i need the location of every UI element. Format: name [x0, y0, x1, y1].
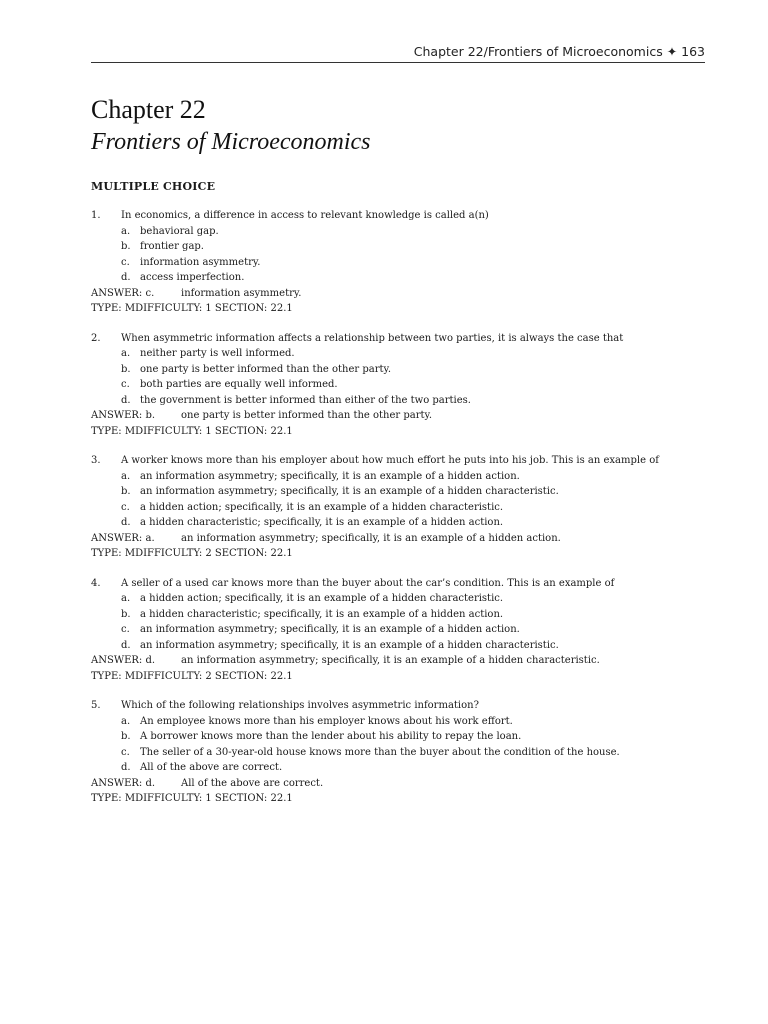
option-d — [121, 760, 711, 776]
option-b — [121, 362, 711, 378]
answer-line — [91, 286, 711, 302]
answer-label: ANSWER: b. — [91, 410, 156, 421]
option-a — [121, 714, 711, 730]
option-letter: b. — [121, 363, 131, 375]
option-c — [121, 377, 711, 393]
question-2 — [91, 331, 711, 440]
option-d — [121, 638, 711, 654]
option-list — [121, 714, 711, 776]
answer-label: ANSWER: d. — [91, 655, 156, 666]
option-a — [121, 224, 711, 240]
option-text: information asymmetry. — [140, 256, 261, 268]
option-letter: a. — [121, 715, 131, 727]
type-line: TYPE: MDIFFICULTY: 1 SECTION: 22.1 — [91, 425, 293, 437]
option-text: a hidden action; specifically, it is an example of a hidden characteristic. — [140, 593, 504, 604]
option-letter: a. — [121, 470, 131, 482]
option-letter: d. — [121, 639, 131, 651]
option-letter: a. — [121, 593, 131, 604]
option-letter: c. — [121, 379, 130, 390]
option-list — [121, 346, 711, 408]
option-letter: c. — [121, 256, 130, 268]
option-text: an information asymmetry; specifically, it is an example of a hidden characteristic. — [140, 639, 559, 651]
option-text: both parties are equally well informed. — [140, 379, 338, 390]
option-text: an information asymmetry; specifically, it is an example of a hidden action. — [140, 624, 520, 635]
question-number: 3. — [91, 455, 101, 466]
question-number: 5. — [91, 700, 101, 711]
option-text: behavioral gap. — [140, 225, 219, 237]
option-d — [121, 270, 711, 286]
chapter-number: Chapter 22 — [91, 95, 206, 124]
answer-text: an information asymmetry; specifically, it is an example of a hidden action. — [181, 532, 561, 544]
option-text: access imperfection. — [140, 272, 245, 283]
option-text: A borrower knows more than the lender about his ability to repay the loan. — [140, 731, 522, 742]
option-list — [121, 224, 711, 286]
option-b — [121, 729, 711, 745]
option-a — [121, 346, 711, 362]
question-text: When asymmetric information affects a relationship between two parties, it is always the case that — [121, 332, 624, 344]
option-letter: a. — [121, 225, 131, 237]
question-text: In economics, a difference in access to relevant knowledge is called a(n) — [121, 210, 489, 221]
question-stem — [91, 576, 711, 592]
answer-label: ANSWER: a. — [91, 532, 155, 544]
option-text: a hidden characteristic; specifically, it is an example of a hidden action. — [140, 517, 504, 528]
answer-text: one party is better informed than the other party. — [181, 410, 433, 421]
answer-text: All of the above are correct. — [181, 777, 324, 789]
option-b — [121, 607, 711, 623]
question-stem — [91, 698, 711, 714]
option-letter: d. — [121, 272, 131, 283]
question-number: 1. — [91, 210, 101, 221]
option-c — [121, 255, 711, 271]
question-3 — [91, 453, 711, 562]
option-text: frontier gap. — [140, 241, 204, 252]
section-heading: MULTIPLE CHOICE — [91, 180, 216, 193]
question-text: A worker knows more than his employer about how much effort he puts into his job. This is an example of — [121, 455, 659, 466]
option-letter: b. — [121, 608, 131, 620]
option-b — [121, 484, 711, 500]
question-number: 2. — [91, 332, 101, 344]
question-4 — [91, 576, 711, 685]
option-a — [121, 469, 711, 485]
option-d — [121, 515, 711, 531]
question-number: 4. — [91, 577, 101, 589]
option-list — [121, 591, 711, 653]
option-text: one party is better informed than the other party. — [140, 363, 392, 375]
option-c — [121, 745, 711, 761]
option-letter: d. — [121, 517, 131, 528]
option-list — [121, 469, 711, 531]
running-head: Chapter 22/Frontiers of Microeconomics ✦ 163 — [91, 44, 705, 63]
option-text: a hidden characteristic; specifically, it is an example of a hidden action. — [140, 608, 504, 620]
option-text: a hidden action; specifically, it is an example of a hidden characteristic. — [140, 501, 504, 513]
answer-label: ANSWER: c. — [91, 287, 155, 299]
option-c — [121, 622, 711, 638]
answer-line — [91, 653, 711, 669]
option-letter: d. — [121, 762, 131, 773]
option-letter: d. — [121, 394, 131, 406]
option-letter: c. — [121, 501, 130, 513]
option-b — [121, 239, 711, 255]
answer-label: ANSWER: d. — [91, 777, 156, 789]
option-d — [121, 393, 711, 409]
question-list — [91, 208, 711, 821]
option-letter: c. — [121, 624, 130, 635]
option-letter: b. — [121, 486, 131, 497]
answer-line — [91, 776, 711, 792]
question-1 — [91, 208, 711, 317]
question-text: Which of the following relationships involves asymmetric information? — [121, 700, 479, 711]
option-text: the government is better informed than either of the two parties. — [140, 394, 471, 406]
question-5 — [91, 698, 711, 807]
option-a — [121, 591, 711, 607]
type-line: TYPE: MDIFFICULTY: 2 SECTION: 22.1 — [91, 548, 293, 559]
option-c — [121, 500, 711, 516]
answer-line — [91, 408, 711, 424]
option-text: an information asymmetry; specifically, it is an example of a hidden action. — [140, 470, 520, 482]
answer-line — [91, 531, 711, 547]
option-text: neither party is well informed. — [140, 348, 295, 359]
answer-text: an information asymmetry; specifically, it is an example of a hidden characteristic. — [181, 655, 600, 666]
chapter-title: Frontiers of Microeconomics — [91, 129, 371, 155]
option-letter: c. — [121, 746, 130, 758]
option-letter: b. — [121, 731, 131, 742]
type-line: TYPE: MDIFFICULTY: 2 SECTION: 22.1 — [91, 670, 293, 682]
option-text: an information asymmetry; specifically, it is an example of a hidden characteristic. — [140, 486, 559, 497]
type-line: TYPE: MDIFFICULTY: 1 SECTION: 22.1 — [91, 793, 293, 804]
type-line: TYPE: MDIFFICULTY: 1 SECTION: 22.1 — [91, 303, 293, 314]
option-text: All of the above are correct. — [140, 762, 283, 773]
question-stem — [91, 208, 711, 224]
option-letter: a. — [121, 348, 131, 359]
answer-text: information asymmetry. — [181, 287, 302, 299]
option-text: An employee knows more than his employer knows about his work effort. — [140, 715, 513, 727]
option-letter: b. — [121, 241, 131, 252]
question-text: A seller of a used car knows more than the buyer about the car’s condition. This is an example of — [121, 577, 615, 589]
option-text: The seller of a 30-year-old house knows more than the buyer about the condition of the house. — [140, 746, 620, 758]
question-stem — [91, 331, 711, 347]
question-stem — [91, 453, 711, 469]
